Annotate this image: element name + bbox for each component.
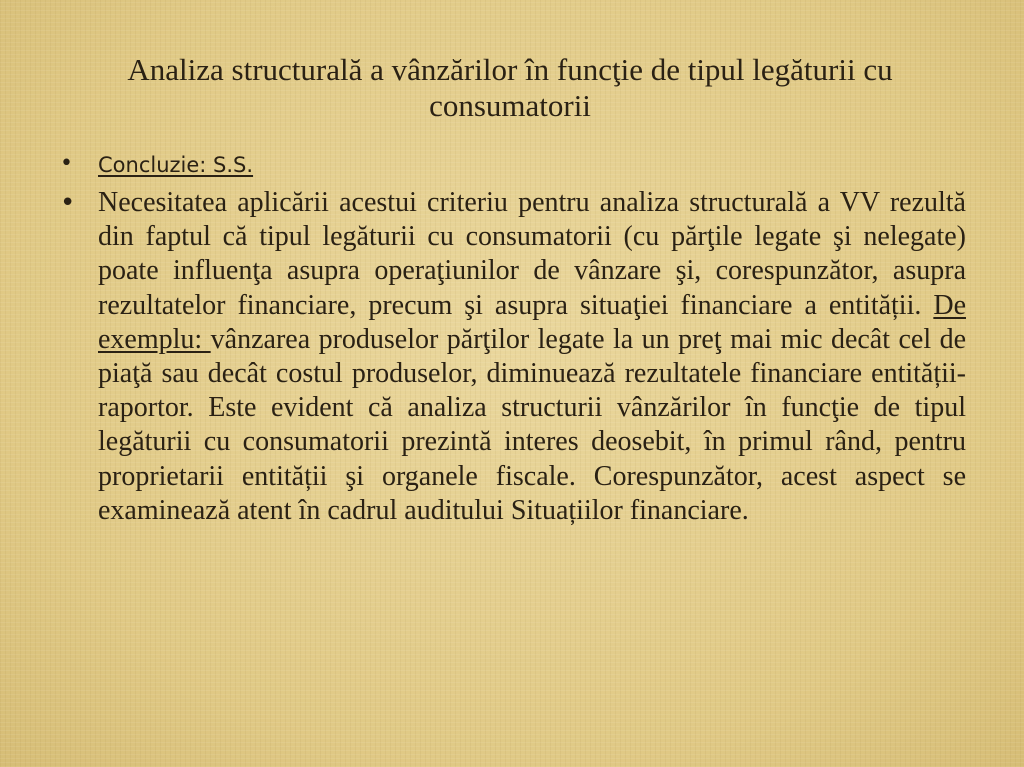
conclusion-text: Concluzie: S.S. — [98, 153, 254, 177]
example-label: De exemplu: — [98, 289, 966, 355]
paragraph-text-before: Necesitatea aplicării acestui criteriu pentru analiza structurală a VV rezultă din faptul că tipul legăturii cu consumatorii (cu părţile legate şi nelegate) poate influenţa asupra operaţiunilor de vânzare şi, corespunzător, asupra rezultatelor financiare, precum şi asupra situaţiei financiare a entității. — [98, 187, 966, 321]
bullet-paragraph — [60, 186, 966, 528]
bullet-dot: • — [60, 188, 76, 218]
paragraph-text-after: vânzarea produselor părţilor legate la un preţ mai mic decât cel de piaţă sau decât costul produselor, diminuează rezultatele financiare entității-raportor. Este evident că analiza structurii vânzărilor în funcţie de tipul legăturii cu consumatorii prezintă interes deosebit, în primul rând, pentru proprietarii entității şi organele fiscale. Corespunzător, acest aspect se examinează atent în cadrul auditului Situațiilor financiare. — [98, 323, 966, 526]
bullet-conclusion — [60, 148, 966, 186]
bullet-dot: • — [60, 151, 73, 176]
bullet-list — [60, 148, 966, 528]
slide-title: Analiza structurală a vânzărilor în funcţie de tipul legăturii cu consumatorii — [127, 52, 893, 123]
